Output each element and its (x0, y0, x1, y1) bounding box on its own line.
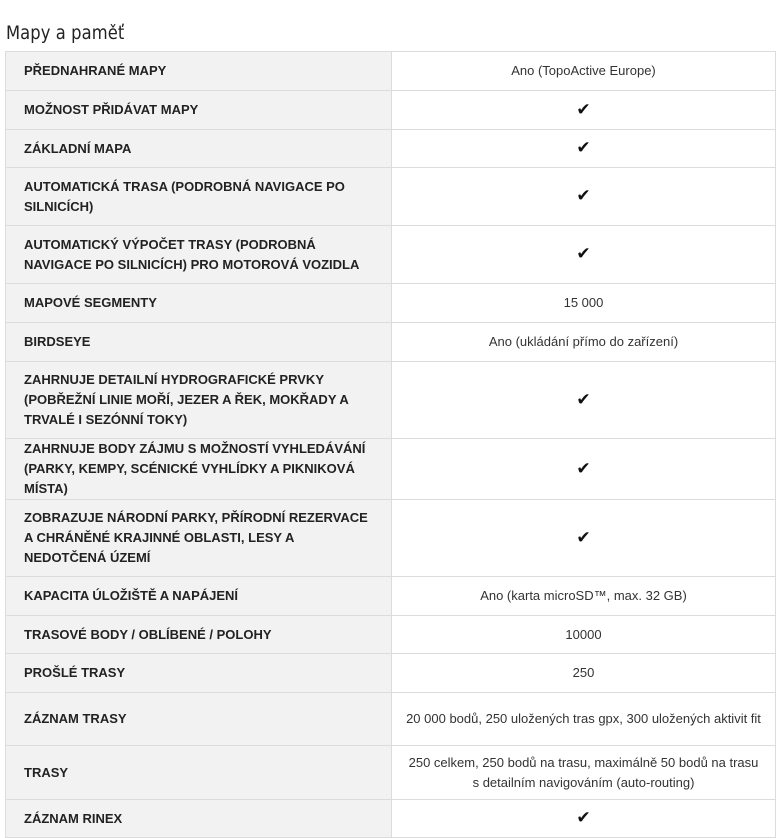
checkmark-icon: ✔ (576, 458, 591, 478)
spec-value: 250 celkem, 250 bodů na trasu, maximálně 50 bodů na trasu s detailním navigováním (auto-routing) (392, 746, 776, 800)
spec-label: ZÁZNAM TRASY (6, 693, 392, 746)
spec-value-check (392, 362, 776, 439)
table-row (6, 226, 776, 284)
spec-label: ZOBRAZUJE NÁRODNÍ PARKY, PŘÍRODNÍ REZERVACE A CHRÁNĚNÉ KRAJINNÉ OBLASTI, LESY A NEDOTČENÁ ÚZEMÍ (6, 500, 392, 577)
spec-label: ZÁZNAM RINEX (6, 800, 392, 838)
checkmark-icon: ✔ (576, 808, 591, 827)
table-row (6, 616, 776, 654)
checkmark-icon: ✔ (576, 389, 591, 409)
spec-value: 20 000 bodů, 250 uložených tras gpx, 300 uložených aktivit fit (392, 693, 776, 746)
table-row (6, 362, 776, 439)
spec-label: TRASOVÉ BODY / OBLÍBENÉ / POLOHY (6, 616, 392, 654)
spec-value: Ano (ukládání přímo do zařízení) (392, 323, 776, 362)
table-row (6, 577, 776, 616)
spec-label: MOŽNOST PŘIDÁVAT MAPY (6, 91, 392, 130)
table-row (6, 500, 776, 577)
table-row (6, 130, 776, 168)
spec-value-check (392, 130, 776, 168)
table-row (6, 52, 776, 91)
table-row (6, 439, 776, 500)
spec-value: Ano (TopoActive Europe) (392, 52, 776, 91)
table-row (6, 91, 776, 130)
spec-label: KAPACITA ÚLOŽIŠTĚ A NAPÁJENÍ (6, 577, 392, 616)
spec-label: PŘEDNAHRANÉ MAPY (6, 52, 392, 91)
spec-value: 10000 (392, 616, 776, 654)
spec-value-check (392, 91, 776, 130)
spec-value: 15 000 (392, 284, 776, 323)
spec-label: ZÁKLADNÍ MAPA (6, 130, 392, 168)
spec-label: ZAHRNUJE BODY ZÁJMU S MOŽNOSTÍ VYHLEDÁVÁNÍ (PARKY, KEMPY, SCÉNICKÉ VYHLÍDKY A PIKNIKOVÁ MÍSTA) (6, 439, 392, 500)
checkmark-icon: ✔ (576, 186, 591, 205)
checkmark-icon: ✔ (576, 527, 591, 547)
specs-table (5, 51, 776, 838)
spec-label: ZAHRNUJE DETAILNÍ HYDROGRAFICKÉ PRVKY (POBŘEŽNÍ LINIE MOŘÍ, JEZER A ŘEK, MOKŘADY A TRVALÉ I SEZÓNNÍ TOKY) (6, 362, 392, 439)
spec-label: TRASY (6, 746, 392, 800)
spec-value: 250 (392, 654, 776, 693)
spec-label: PROŠLÉ TRASY (6, 654, 392, 693)
table-row (6, 693, 776, 746)
spec-value-check (392, 500, 776, 577)
table-row (6, 746, 776, 800)
spec-label: BIRDSEYE (6, 323, 392, 362)
table-row (6, 323, 776, 362)
table-row (6, 168, 776, 226)
section-title: Mapy a paměť (6, 21, 125, 44)
checkmark-icon: ✔ (576, 244, 591, 263)
checkmark-icon: ✔ (576, 138, 591, 157)
table-row (6, 654, 776, 693)
spec-value: Ano (karta microSD™, max. 32 GB) (392, 577, 776, 616)
spec-label: AUTOMATICKÁ TRASA (PODROBNÁ NAVIGACE PO SILNICÍCH) (6, 168, 392, 226)
specs-table-body (6, 52, 776, 838)
spec-value-check (392, 168, 776, 226)
spec-label: MAPOVÉ SEGMENTY (6, 284, 392, 323)
spec-label: AUTOMATICKÝ VÝPOČET TRASY (PODROBNÁ NAVIGACE PO SILNICÍCH) PRO MOTOROVÁ VOZIDLA (6, 226, 392, 284)
checkmark-icon: ✔ (576, 99, 591, 119)
table-row (6, 284, 776, 323)
spec-value-check (392, 439, 776, 500)
spec-value-check (392, 226, 776, 284)
